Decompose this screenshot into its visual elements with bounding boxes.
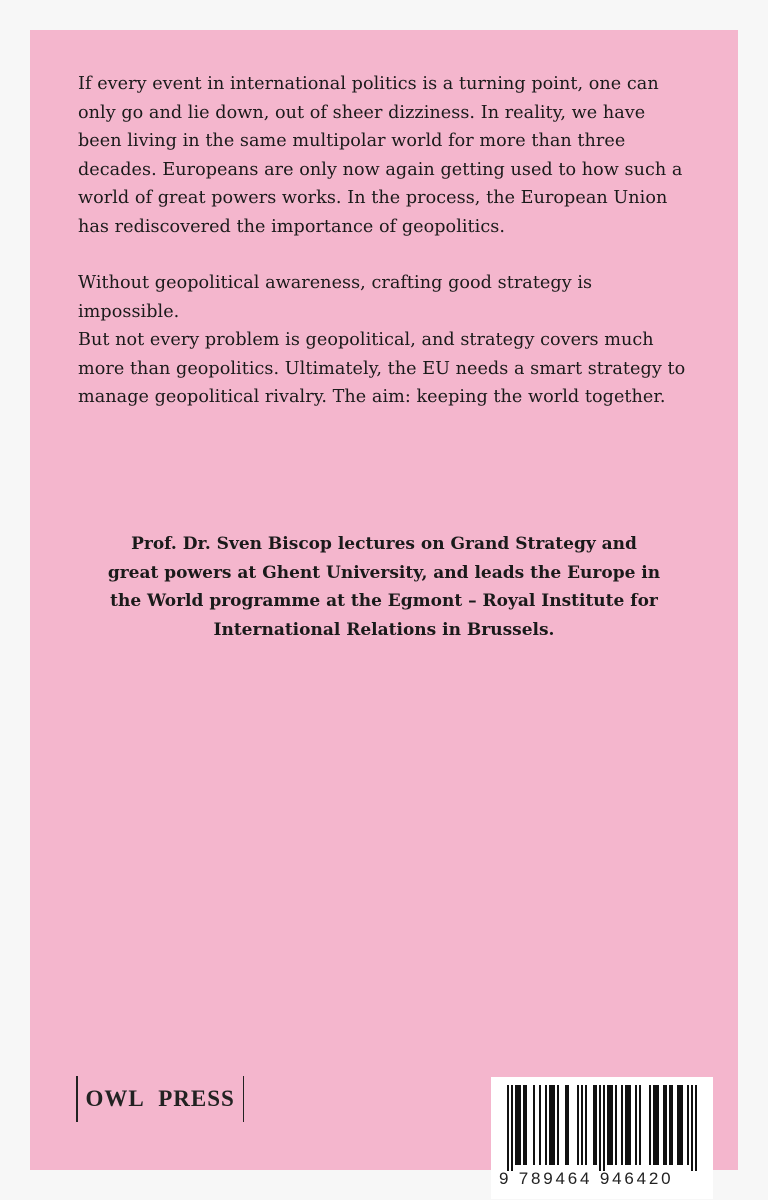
barcode-bar — [671, 1085, 673, 1165]
author-bio: Prof. Dr. Sven Biscop lectures on Grand Strategy and great powers at Ghent University, and leads the Europe in the World programme at the Egmont – Royal Institute for International Relations in Brussels. — [107, 534, 661, 640]
barcode-bar — [511, 1085, 513, 1171]
barcode-bar — [525, 1085, 527, 1165]
barcode-bar — [621, 1085, 623, 1165]
barcode-bar — [593, 1085, 595, 1165]
barcode-bar — [517, 1085, 519, 1165]
barcode-bar — [615, 1085, 617, 1165]
publisher-name: OWL PRESS — [85, 1086, 235, 1111]
logo-right-rule — [243, 1076, 245, 1122]
barcode-bar — [581, 1085, 583, 1165]
barcode-bar — [515, 1085, 517, 1165]
blurb — [78, 70, 698, 440]
barcode-bar — [695, 1085, 697, 1171]
barcode-bar — [507, 1085, 509, 1171]
barcode-bar — [679, 1085, 681, 1165]
barcode-bar — [663, 1085, 665, 1165]
back-cover — [30, 30, 738, 1188]
blurb-paragraph-2: Without geopolitical awareness, crafting good strategy is impossible. But not every problem is geopolitical, and strategy covers much more than geopolitics. Ultimately, the EU needs a smart strategy to manage geopolitical rivalry. The aim: keeping the world together. — [78, 273, 686, 407]
barcode — [491, 1077, 713, 1199]
publisher-logo — [76, 1076, 244, 1122]
barcode-bar — [585, 1085, 587, 1165]
barcode-bar — [625, 1085, 627, 1165]
barcode-bar — [627, 1085, 629, 1165]
barcode-bar — [687, 1085, 689, 1165]
barcode-bar — [681, 1085, 683, 1165]
barcode-bar — [551, 1085, 553, 1165]
barcode-bars — [491, 1077, 713, 1173]
barcode-bar — [635, 1085, 637, 1165]
blurb-paragraph-1: If every event in international politics is a turning point, one can only go and lie down, out of sheer dizziness. In reality, we have been living in the same multipolar world for more than three decades. Europeans are only now again getting used to how such a world of great powers works. In the process, the European Union has rediscovered the importance of geopolitics. — [78, 74, 683, 237]
barcode-bar — [545, 1085, 547, 1165]
barcode-bar — [639, 1085, 641, 1165]
barcode-bar — [565, 1085, 567, 1165]
barcode-bar — [691, 1085, 693, 1171]
barcode-bar — [557, 1085, 559, 1165]
barcode-bar — [655, 1085, 657, 1165]
barcode-bar — [539, 1085, 541, 1165]
barcode-bar — [657, 1085, 659, 1165]
barcode-bar — [629, 1085, 631, 1165]
barcode-bar — [523, 1085, 525, 1165]
barcode-bar — [653, 1085, 655, 1165]
barcode-isbn: 9 789464 946420 — [499, 1169, 674, 1188]
barcode-bar — [609, 1085, 611, 1165]
barcode-bar — [533, 1085, 535, 1165]
barcode-bar — [577, 1085, 579, 1165]
barcode-bar — [665, 1085, 667, 1165]
barcode-bar — [677, 1085, 679, 1165]
barcode-bar — [567, 1085, 569, 1165]
barcode-bar — [669, 1085, 671, 1165]
barcode-bar — [549, 1085, 551, 1165]
barcode-bar — [595, 1085, 597, 1165]
barcode-bar — [611, 1085, 613, 1165]
barcode-bar — [599, 1085, 601, 1171]
barcode-bar — [649, 1085, 651, 1165]
barcode-bar — [607, 1085, 609, 1165]
barcode-bar — [553, 1085, 555, 1165]
barcode-bar — [519, 1085, 521, 1165]
barcode-bar — [603, 1085, 605, 1171]
